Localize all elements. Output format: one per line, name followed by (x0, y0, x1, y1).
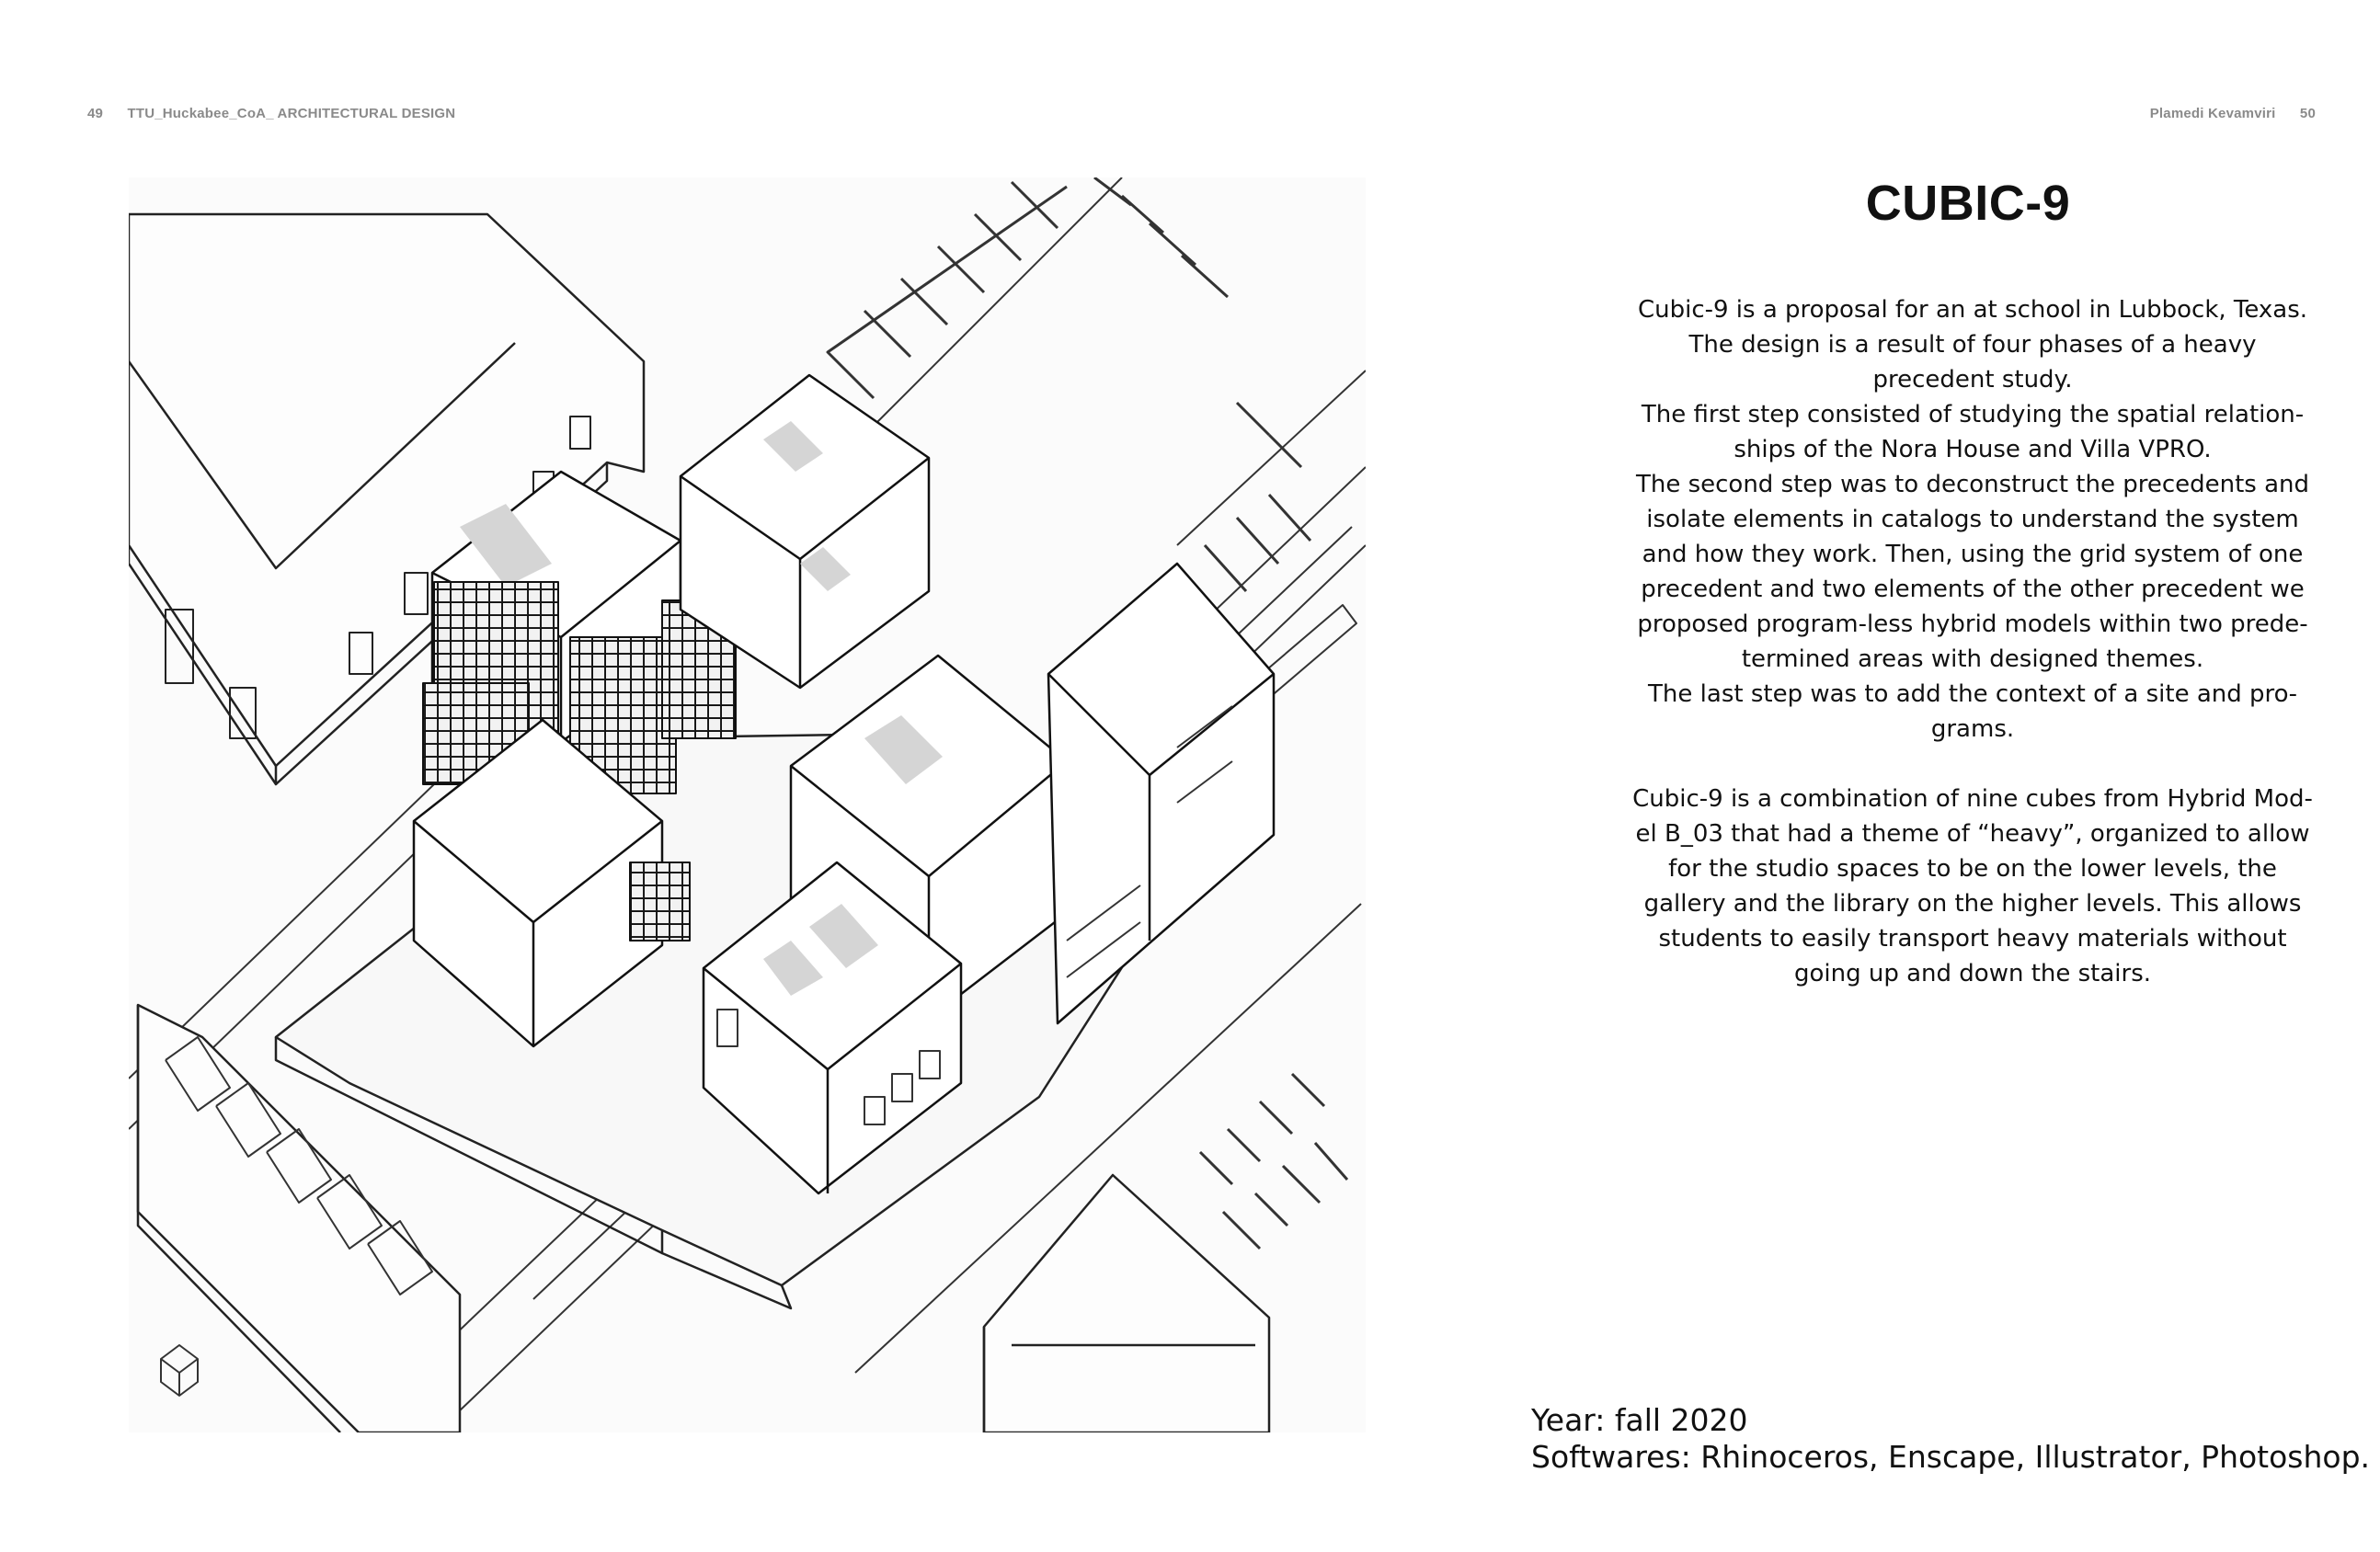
description-paragraph: Cubic-9 is a combination of nine cubes from Hybrid Model B_03 that had a theme of “heavy”, organized to allow for the studio spaces to be on the lower levels, the gallery and the library on the higher levels. This allows students to easily transport heavy materials without going up and down the stairs. (1632, 785, 2313, 987)
description-paragraph: The second step was to deconstruct the precedents and isolate elements in catalogs to understand the system and how they work. Then, using the grid system of one precedent and two elements of the other precedent we proposed program-less hybrid models within two predetermined areas with designed themes. (1635, 471, 2310, 673)
book-title: TTU_Huckabee_CoA_ ARCHITECTURAL DESIGN (127, 106, 456, 121)
author-name: Plamedi Kevamviri (2149, 106, 2276, 121)
right-page-number: 50 (2299, 106, 2316, 121)
description-paragraph: The last step was to add the context of a site and programs. (1648, 680, 2297, 743)
project-softwares: Softwares: Rhinoceros, Enscape, Illustrator, Photoshop. (1531, 1439, 2371, 1475)
header-left (87, 106, 455, 121)
project-year: Year: fall 2020 (1531, 1402, 1748, 1438)
left-page-number: 49 (87, 106, 104, 121)
project-meta (1531, 1402, 2370, 1476)
description-paragraph: The design is a result of four phases of a heavy precedent study. (1688, 331, 2257, 394)
description-paragraph: Cubic-9 is a proposal for an at school in Lubbock, Texas. (1637, 296, 2308, 324)
description-paragraph: The first step consisted of studying the spatial relationships of the Nora House and Villa VPRO. (1641, 401, 2305, 463)
header-right (2150, 106, 2316, 121)
project-title: CUBIC-9 (1865, 176, 2071, 231)
axonometric-site-drawing (129, 177, 1366, 1432)
project-description (1628, 292, 2317, 991)
